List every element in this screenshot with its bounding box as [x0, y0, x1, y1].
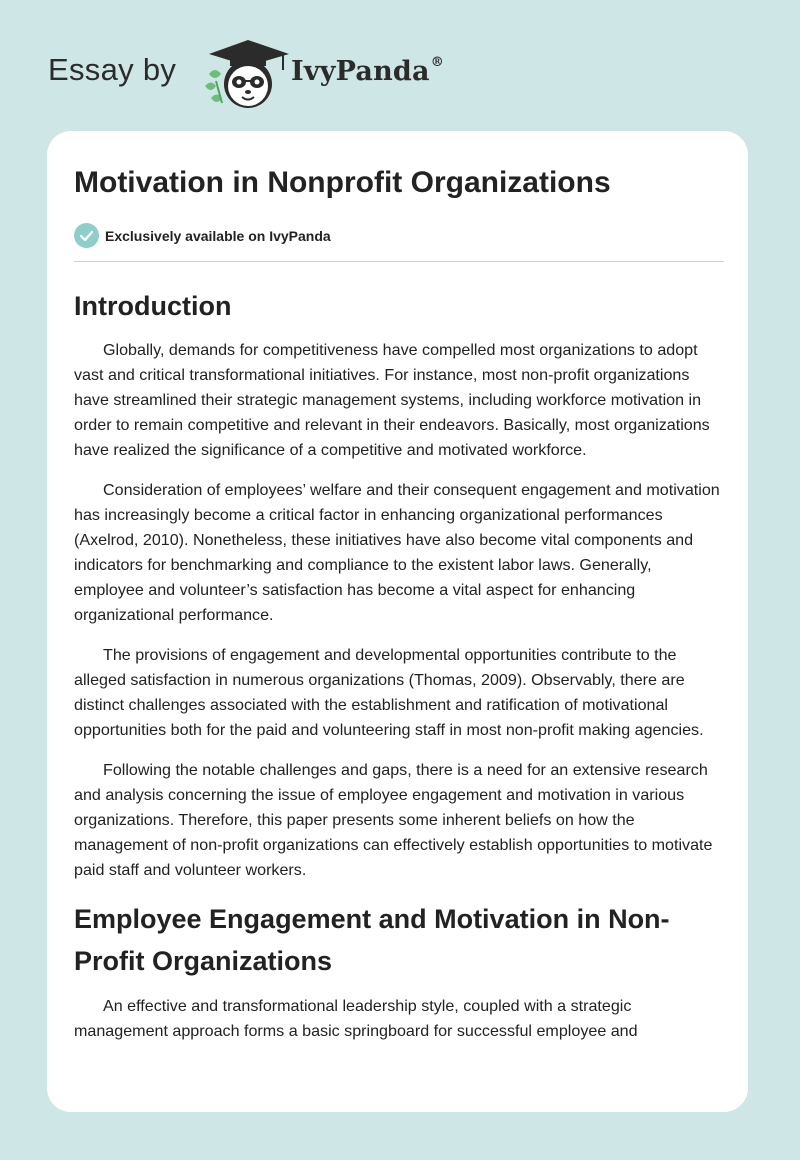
exclusive-label: Exclusively available on IvyPanda [105, 227, 331, 244]
site-header [48, 30, 468, 110]
paragraph: An effective and transformational leadership style, coupled with a strategic management approach forms a basic springboard for successful employee and [74, 997, 638, 1040]
essay-card [47, 131, 748, 1112]
essay-by-label: Essay by [48, 52, 177, 87]
section-heading-employee-engagement: Employee Engagement and Motivation in Non-Profit Organizations [74, 904, 670, 976]
section-heading-introduction: Introduction [74, 291, 232, 321]
exclusive-badge [74, 223, 331, 248]
check-circle-icon [74, 223, 99, 248]
brand-name[interactable] [291, 56, 444, 87]
paragraph: Consideration of employees’ welfare and their consequent engagement and motivation has increasingly become a critical factor in enhancing organizational performances (Axelrod, 2010). Nonetheless, these initiatives have also become vital components and indicators for benchmarking and compliance to the existent labor laws. Generally, employee and volunteer’s satisfaction has become a vital aspect for enhancing organizational performance. [74, 481, 720, 624]
paragraph: The provisions of engagement and developmental opportunities contribute to the alleged satisfaction in numerous organizations (Thomas, 2009). Observably, there are distinct challenges associated with the establishment and ratification of motivational opportunities both for the paid and volunteering staff in most non-profit making agencies. [74, 646, 704, 739]
page-title: Motivation in Nonprofit Organizations [74, 166, 611, 199]
registered-mark: ® [430, 55, 444, 70]
essay-content [74, 285, 724, 1059]
title-divider [74, 261, 724, 262]
brand-text: IvyPanda [291, 56, 430, 87]
ivypanda-logo-icon[interactable] [203, 36, 293, 112]
paragraph: Following the notable challenges and gaps, there is a need for an extensive research and analysis concerning the issue of employee engagement and motivation in various organizations. Therefore, this paper presents some inherent beliefs on how the management of non-profit organizations can effectively establish opportunities to motivate paid staff and volunteer workers. [74, 761, 713, 879]
paragraph: Globally, demands for competitiveness have compelled most organizations to adopt vast and critical transformational initiatives. For instance, most non-profit organizations have streamlined their strategic management systems, including workforce motivation in order to remain competitive and relevant in their endeavors. Basically, most organizations have realized the significance of a competitive and motivated workforce. [74, 341, 710, 459]
